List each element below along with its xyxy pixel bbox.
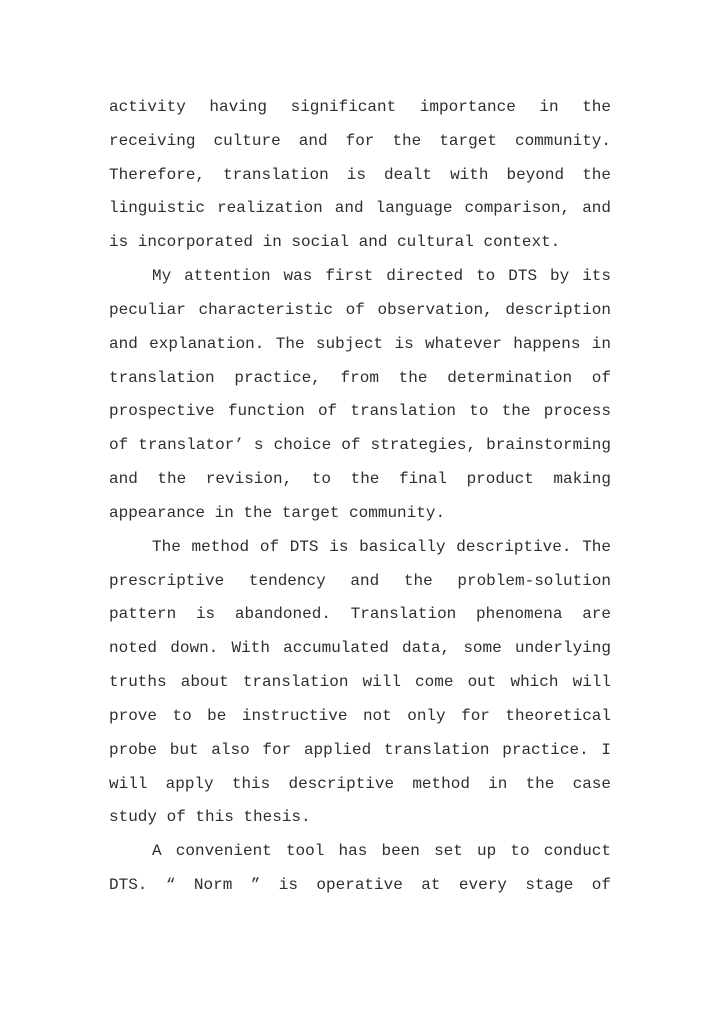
text-line: will apply this descriptive method in the case [109, 774, 611, 793]
text-line: prospective function of translation to the process [109, 402, 611, 421]
text-line: peculiar characteristic of observation, description [109, 300, 611, 319]
text-line: translation practice, from the determination of [109, 368, 611, 387]
text-line: and explanation. The subject is whatever happens in [109, 334, 611, 353]
text-line: A convenient tool has been set up to conduct [152, 842, 611, 861]
text-line: linguistic realization and language comparison, and [109, 199, 611, 218]
paragraph [109, 835, 611, 903]
text-line: study of this thesis. [109, 808, 311, 827]
text-line: pattern is abandoned. Translation phenomena are [109, 605, 611, 624]
text-line: receiving culture and for the target community. [109, 131, 611, 150]
text-line: noted down. With accumulated data, some underlying [109, 639, 611, 658]
paragraph [109, 531, 611, 835]
text-line: activity having significant importance in the [109, 98, 611, 116]
text-line: and the revision, to the final product making [109, 470, 611, 489]
text-line: truths about translation will come out which will [109, 673, 611, 692]
document-page [109, 91, 611, 903]
text-line: probe but also for applied translation practice. I [109, 740, 611, 759]
text-line: The method of DTS is basically descriptive. The [152, 537, 611, 556]
text-line: is incorporated in social and cultural context. [109, 233, 561, 252]
text-line: appearance in the target community. [109, 503, 446, 522]
paragraph [109, 91, 611, 260]
text-line: DTS. “ Norm ” is operative at every stage of [109, 876, 611, 895]
text-line: of translator’ s choice of strategies, brainstorming [109, 436, 611, 455]
text-line: Therefore, translation is dealt with beyond the [109, 165, 611, 184]
text-line: My attention was first directed to DTS by its [152, 267, 611, 286]
paragraph [109, 260, 611, 531]
text-line: prove to be instructive not only for theoretical [109, 706, 611, 725]
text-line: prescriptive tendency and the problem-solution [109, 571, 611, 590]
